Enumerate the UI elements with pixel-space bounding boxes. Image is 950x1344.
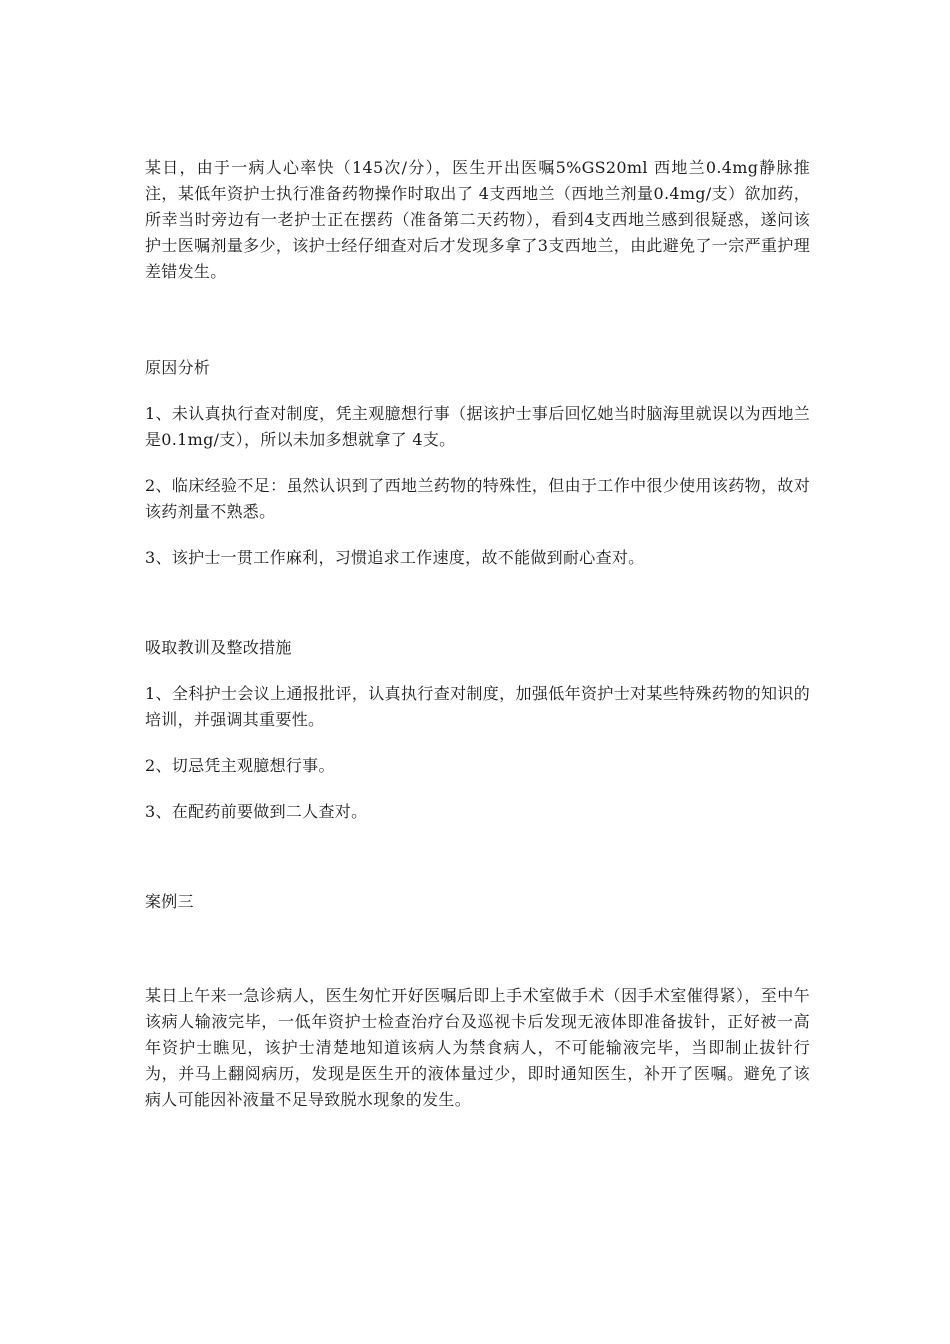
intro-paragraph: 某日，由于一病人心率快（145次/分），医生开出医嘱5%GS20ml 西地兰0.4mg静脉推注，某低年资护士执行准备药物操作时取出了 4支西地兰（西地兰剂量0.4mg/支）欲加药，所幸当时旁边有一老护士正在摆药（准备第二天药物），看到4支西地兰感到很疑惑，遂问该护士医嘱剂量多少，该护士经仔细查对后才发现多拿了3支西地兰，由此避免了一宗严重护理差错发生。 xyxy=(145,158,810,281)
lesson-item-1: 1、全科护士会议上通报批评，认真执行查对制度，加强低年资护士对某些特殊药物的知识的培训，并强调其重要性。 xyxy=(145,684,810,729)
document-page xyxy=(145,155,810,1113)
lesson-item-3: 3、在配药前要做到二人查对。 xyxy=(145,802,368,821)
lessons-heading: 吸取教训及整改措施 xyxy=(145,638,292,657)
cause-analysis-heading: 原因分析 xyxy=(145,358,211,377)
case-three-heading: 案例三 xyxy=(145,892,194,911)
cause-item-3: 3、该护士一贯工作麻利，习惯追求工作速度，故不能做到耐心查对。 xyxy=(145,548,645,567)
cause-item-2: 2、临床经验不足：虽然认识到了西地兰药物的特殊性，但由于工作中很少使用该药物，故对该药剂量不熟悉。 xyxy=(145,476,810,521)
cause-item-1: 1、未认真执行查对制度，凭主观臆想行事（据该护士事后回忆她当时脑海里就误以为西地兰是0.1mg/支），所以未加多想就拿了 4支。 xyxy=(145,404,810,449)
case-three-paragraph: 某日上午来一急诊病人，医生匆忙开好医嘱后即上手术室做手术（因手术室催得紧），至中午该病人输液完毕，一低年资护士检查治疗台及巡视卡后发现无液体即准备拔针，正好被一高年资护士瞧见，该护士清楚地知道该病人为禁食病人，不可能输液完毕，当即制止拔针行为，并马上翻阅病历，发现是医生开的液体量过少，即时通知医生，补开了医嘱。避免了该病人可能因补液量不足导致脱水现象的发生。 xyxy=(145,986,810,1109)
lesson-item-2: 2、切忌凭主观臆想行事。 xyxy=(145,756,335,775)
